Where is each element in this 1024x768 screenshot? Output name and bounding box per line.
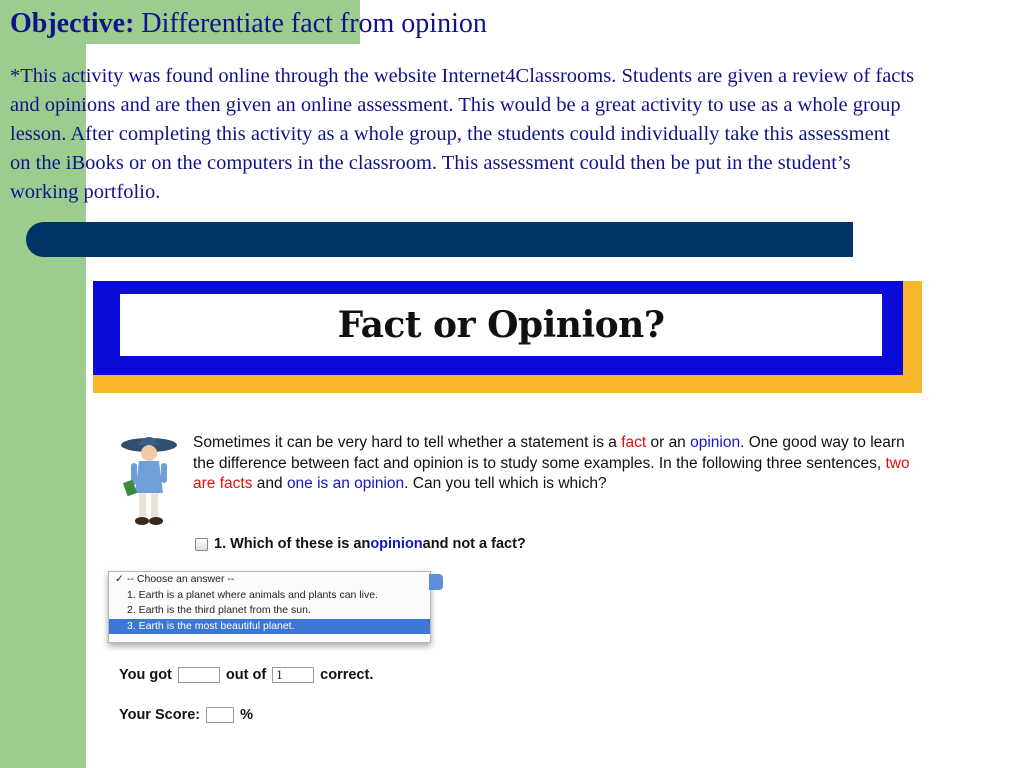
out-of-label: out of xyxy=(225,667,267,683)
correct-count-field[interactable] xyxy=(178,667,220,683)
checkmark-icon: ✓ xyxy=(115,573,124,585)
intro-text: . One good way to learn the difference between fact and opinion is to study some examples. In the following three sentences, xyxy=(193,434,905,472)
total-count-field[interactable]: 1 xyxy=(272,667,314,683)
answer-dropdown[interactable] xyxy=(108,571,431,643)
student-character-icon xyxy=(119,431,183,531)
dropdown-arrow-icon[interactable] xyxy=(429,574,443,590)
embedded-screenshot xyxy=(93,281,922,768)
you-got-label: You got xyxy=(119,667,172,683)
option-label: 2. Earth is the third planet from the sun. xyxy=(127,604,311,616)
question-text: and not a fact? xyxy=(422,536,526,552)
score-line xyxy=(119,667,373,683)
intro-text: and xyxy=(252,475,287,492)
two-facts-phrase: two are facts xyxy=(193,454,910,492)
percent-field[interactable] xyxy=(206,707,234,723)
question-keyword: opinion xyxy=(370,536,423,552)
opinion-word: opinion xyxy=(690,434,741,451)
banner-panel xyxy=(120,294,882,356)
intro-text: . Can you tell which is which? xyxy=(404,475,607,492)
percent-score-line xyxy=(119,707,253,723)
option-label: 1. Earth is a planet where animals and plants can live. xyxy=(127,588,378,601)
correct-label: correct. xyxy=(320,667,374,683)
question-text: 1. Which of these is an xyxy=(214,536,371,552)
divider-bar xyxy=(26,222,853,257)
dropdown-option[interactable] xyxy=(109,588,430,604)
slide-body-text: *This activity was found online through the website Internet4Classrooms. Students are given a review of facts and opinions and are then given an online assessment. This would be a great activity to use as a whole group lesson. After completing this activity as a whole group, the students could individually take this assessment on the iBooks or on the computers in the classroom. This assessment could then be put in the student’s working portfolio. xyxy=(10,65,915,203)
your-score-label: Your Score: xyxy=(119,707,201,723)
dropdown-option[interactable] xyxy=(109,603,430,619)
dropdown-option[interactable] xyxy=(109,572,430,588)
fact-word: fact xyxy=(621,434,647,451)
one-opinion-phrase: one is an opinion xyxy=(286,475,405,492)
percent-sign: % xyxy=(240,707,254,723)
banner-frame xyxy=(93,281,903,375)
banner-title: Fact or Opinion? xyxy=(337,304,665,346)
intro-paragraph xyxy=(193,433,913,495)
option-label: -- Choose an answer -- xyxy=(127,573,235,585)
dropdown-option-highlighted[interactable] xyxy=(109,619,430,635)
intro-text: or an xyxy=(646,434,691,451)
title-label: Objective: xyxy=(10,8,135,39)
option-label: 3. Earth is the most beautiful planet. xyxy=(127,619,295,632)
question-checkbox[interactable] xyxy=(195,538,208,551)
question-1 xyxy=(195,536,526,552)
title-text: Differentiate fact from opinion xyxy=(141,8,487,39)
intro-text: Sometimes it can be very hard to tell whether a statement is a xyxy=(193,434,622,451)
slide-title xyxy=(10,8,487,40)
